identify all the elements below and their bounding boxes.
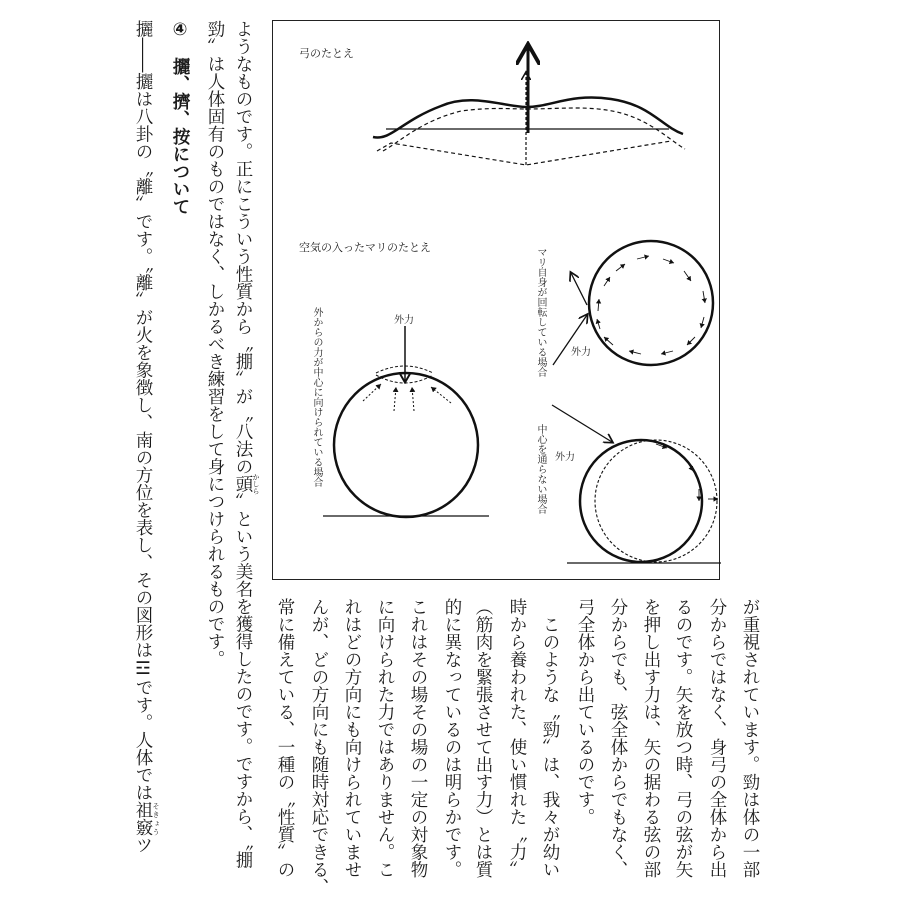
text-column: に向けられた力ではありません。こ: [375, 598, 395, 878]
text-segment: 攦――攦は八卦の〝離〟です。〝離〟が火を象徴し、南の方位を表し、その図形は☲です。人体では: [133, 20, 153, 802]
text-column: 分からでも、弦全体からでもなく、: [608, 598, 628, 878]
external-force-label: 外力: [394, 315, 414, 326]
ball-off-center-diagram: [552, 405, 721, 563]
section-heading: ④ 攦、擠、按について: [170, 20, 190, 215]
text-column: るのです。矢を放つ時、弓の弦が矢: [673, 598, 693, 878]
text-column: 的に異なっているのは明らかです。: [442, 598, 462, 878]
ball-center-diagram: [323, 326, 489, 517]
text-column: このような〝勁〟は、我々が幼い: [540, 598, 560, 878]
text-column: [233, 20, 260, 869]
external-force-label: 外力: [555, 452, 575, 463]
ruby-reading: そきょう: [152, 801, 160, 837]
text-column: （筋肉を緊張させて出す力）とは質: [473, 598, 493, 878]
ruby-word: [133, 801, 160, 837]
bowstring-drawn: [377, 141, 671, 165]
text-column: これはその場その場の一定の対象物: [408, 598, 428, 878]
text-column: れはどの方向にも向けられていませ: [342, 598, 362, 878]
ball-title: 空気の入ったマリのたとえ: [299, 241, 431, 254]
text-segment: ようなものです。正にこういう性質から〝掤〟が〝八法の: [233, 20, 253, 475]
rotating-case-label: マリ自身が回転している場合: [535, 247, 546, 377]
text-column: 時から養われた、使い慣れた〝力〟: [507, 598, 527, 878]
text-segment: ツ: [133, 836, 153, 854]
off-center-case-label: 中心を通らない場合: [535, 424, 546, 514]
text-column: 分からではなく、身弓の全体から出: [707, 598, 727, 878]
center-case-label: 外からの力が中心に向けられている場合: [311, 307, 322, 487]
text-column: [133, 20, 160, 854]
external-force-label: 外力: [571, 347, 591, 358]
bow-diagram: [373, 47, 685, 165]
text-column: 勁〟は人体固有のものではなく、しかるべき練習をして身につけられるものです。: [205, 20, 225, 668]
ruby-reading: かしら: [252, 473, 260, 495]
text-column: んが、どの方向にも随時対応できる、: [309, 598, 329, 896]
text-column: 常に備えている、一種の〝性質〟の: [275, 598, 295, 878]
text-column: が重視されています。勁は体の一部: [740, 598, 760, 878]
text-segment: 〟という美名を獲得したのです。ですから、〝掤: [233, 492, 253, 869]
ruby-word: [233, 473, 260, 495]
ruby-base: 祖竅: [133, 801, 153, 837]
text-column: を押し出す力は、矢の据わる弦の部: [641, 598, 661, 878]
text-column: 弓全体から出ているのです。: [575, 598, 595, 826]
figure-box: [272, 20, 720, 580]
bow-title: 弓のたとえ: [299, 47, 354, 60]
ruby-base: 頭: [233, 473, 253, 495]
figure-drawing: [273, 21, 721, 581]
